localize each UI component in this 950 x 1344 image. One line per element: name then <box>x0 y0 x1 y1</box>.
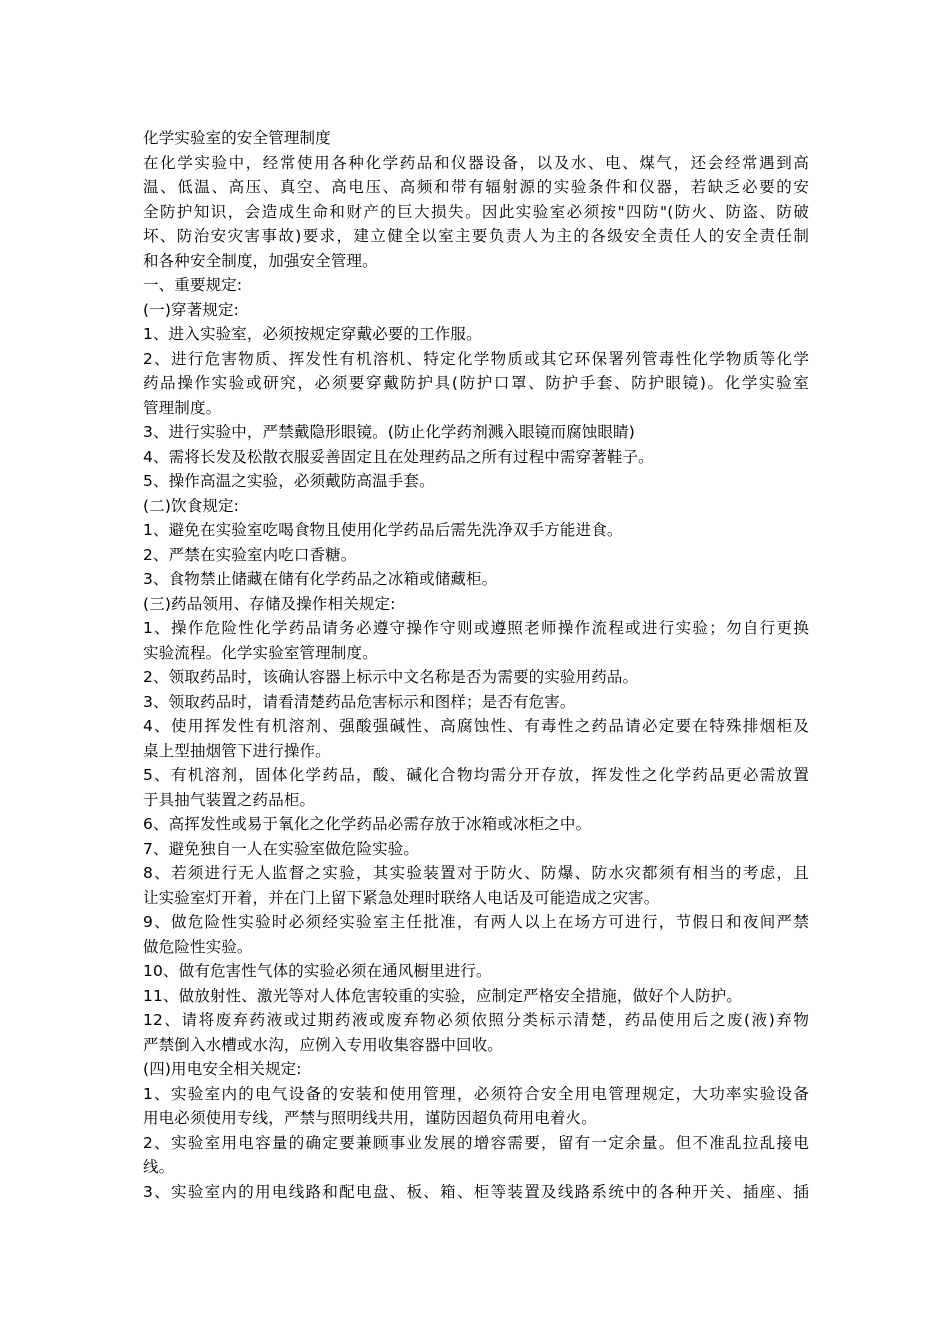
subsection-heading: (三)药品领用、存储及操作相关规定: <box>143 594 396 613</box>
document-title: 化学实验室的安全管理制度 <box>143 129 331 147</box>
list-item: 7、避免独自一人在实验室做危险实验。 <box>143 839 420 858</box>
list-item: 5、操作高温之实验，必须戴防高温手套。 <box>143 472 435 490</box>
list-item: 10、做有危害性气体的实验必须在通风橱里进行。 <box>143 962 492 980</box>
list-item: 2、实验室用电容量的确定要兼顾事业发展的增容需要，留有一定余量。但不准乱拉乱接电 <box>143 1133 809 1152</box>
list-item: 4、使用挥发性有机溶剂、强酸强碱性、高腐蚀性、有毒性之药品请必定要在特殊排烟柜及 <box>143 717 809 735</box>
list-item: 2、领取药品时，该确认容器上标示中文名称是否为需要的实验用药品。 <box>143 668 639 686</box>
list-item-continuation: 药品操作实验或研究，必须要穿戴防护具(防护口罩、防护手套、防护眼镜)。化学实验室 <box>143 374 809 392</box>
list-item: 3、实验室内的用电线路和配电盘、板、箱、柜等装置及线路系统中的各种开关、插座、插 <box>143 1182 809 1201</box>
document-page <box>143 126 809 1204</box>
list-item: 3、领取药品时，请看清楚药品危害标示和图样；是否有危害。 <box>143 692 576 711</box>
list-item: 4、需将长发及松散衣服妥善固定且在处理药品之所有过程中需穿著鞋子。 <box>143 447 654 466</box>
list-item-continuation: 管理制度。 <box>143 398 222 417</box>
paragraph-line: 坏、防治安灾害事故)要求，建立健全以室主要负责人为主的各级安全责任人的安全责任制 <box>143 227 809 245</box>
list-item: 3、食物禁止储藏在储有化学药品之冰箱或储藏柜。 <box>143 570 498 588</box>
list-item: 1、实验室内的电气设备的安装和使用管理，必须符合安全用电管理规定，大功率实验设备 <box>143 1084 809 1103</box>
section-heading: 一、重要规定: <box>143 276 243 294</box>
paragraph-line: 在化学实验中，经常使用各种化学药品和仪器设备，以及水、电、煤气，还会经常遇到高 <box>143 153 809 172</box>
paragraph-line: 和各种安全制度，加强安全管理。 <box>143 251 378 270</box>
list-item-continuation: 严禁倒入水槽或水沟，应例入专用收集容器中回收。 <box>143 1035 503 1054</box>
list-item: 8、若须进行无人监督之实验，其实验装置对于防火、防爆、防水灾都须有相当的考虑，且 <box>143 864 809 882</box>
paragraph-line: 全防护知识，会造成生命和财产的巨大损失。因此实验室必须按"四防"(防火、防盗、防破 <box>143 202 809 221</box>
list-item: 1、操作危险性化学药品请务必遵守操作守则或遵照老师操作流程或进行实验；勿自行更换 <box>143 619 809 637</box>
list-item: 1、避免在实验室吃喝食物且使用化学药品后需先洗净双手方能进食。 <box>143 521 623 539</box>
list-item: 5、有机溶剂，固体化学药品，酸、碱化合物均需分开存放，挥发性之化学药品更必需放置 <box>143 766 809 784</box>
subsection-heading: (一)穿著规定: <box>143 300 240 319</box>
list-item: 1、进入实验室，必须按规定穿戴必要的工作服。 <box>143 325 482 343</box>
list-item-continuation: 让实验室灯开着，并在门上留下紧急处理时联络人电话及可能造成之灾害。 <box>143 888 660 907</box>
list-item-continuation: 桌上型抽烟管下进行操作。 <box>143 741 331 760</box>
list-item: 9、做危险性实验时必须经实验室主任批准，有两人以上在场方可进行，节假日和夜间严禁 <box>143 913 809 931</box>
list-item: 6、高挥发性或易于氧化之化学药品必需存放于冰箱或冰柜之中。 <box>143 815 592 833</box>
list-item-continuation: 做危险性实验。 <box>143 937 253 956</box>
subsection-heading: (四)用电安全相关规定: <box>143 1060 302 1078</box>
list-item-continuation: 线。 <box>143 1158 175 1176</box>
list-item: 11、做放射性、激光等对人体危害较重的实验，应制定严格安全措施，做好个人防护。 <box>143 986 743 1005</box>
list-item: 3、进行实验中，严禁戴隐形眼镜。(防止化学药剂溅入眼镜而腐蚀眼睛) <box>143 423 635 441</box>
list-item-continuation: 于具抽气装置之药品柜。 <box>143 790 316 809</box>
paragraph-line: 温、低温、高压、真空、高电压、高频和带有辐射源的实验条件和仪器，若缺乏必要的安 <box>143 178 809 196</box>
list-item: 2、进行危害物质、挥发性有机溶机、特定化学物质或其它环保署列管毒性化学物质等化学 <box>143 349 809 368</box>
list-item-continuation: 用电必须使用专线，严禁与照明线共用，谨防因超负荷用电着火。 <box>143 1109 597 1127</box>
list-item: 2、严禁在实验室内吃口香糖。 <box>143 545 357 564</box>
list-item: 12、请将废弃药液或过期药液或废弃物必须依照分类标示清楚，药品使用后之废(液)弃物 <box>143 1011 809 1029</box>
list-item-continuation: 实验流程。化学实验室管理制度。 <box>143 643 378 662</box>
subsection-heading: (二)饮食规定: <box>143 496 240 515</box>
